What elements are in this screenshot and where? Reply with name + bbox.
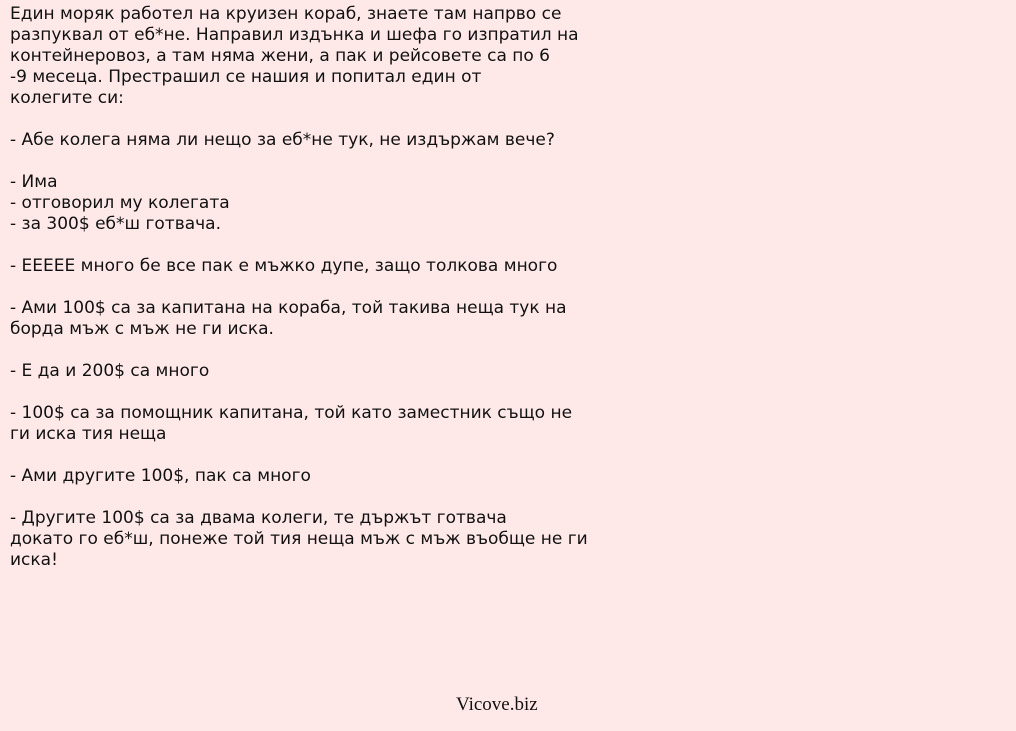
joke-paragraph-2: - Абе колега няма ли нещо за еб*не тук, не издържам вече? [10, 130, 555, 150]
joke-paragraph-5: - Ами 100$ са за капитана на кораба, той такива неща тук на борда мъж с мъж не ги иска. [10, 298, 567, 339]
joke-paragraph-6: - Е да и 200$ са много [10, 361, 210, 381]
joke-paragraph-7: - 100$ са за помощник капитана, той като заместник също не ги иска тия неща [10, 403, 573, 444]
joke-paragraph-1: Един моряк работел на круизен кораб, знаете там напрво се разпуквал от еб*не. Направил издънка и шефа го изпратил на контейнеровоз, а там няма жени, а пак и рейсовете са по 6 -9 месеца. Престрашил се нашия и попитал един от колегите си: [10, 4, 579, 108]
joke-paragraph-4: - ЕЕЕЕЕ много бе все пак е мъжко дупе, защо толкова много [10, 256, 558, 276]
joke-paragraph-9: - Другите 100$ са за двама колеги, те държът готвача докато го еб*ш, понеже той тия неща мъж с мъж въобще не ги иска! [10, 508, 588, 570]
joke-text [10, 4, 600, 592]
joke-paragraph-8: - Ами другите 100$, пак са много [10, 466, 311, 486]
site-watermark: Vicove.biz [456, 694, 538, 715]
joke-paragraph-3: - Има - отговорил му колегата - за 300$ еб*ш готвача. [10, 172, 230, 234]
